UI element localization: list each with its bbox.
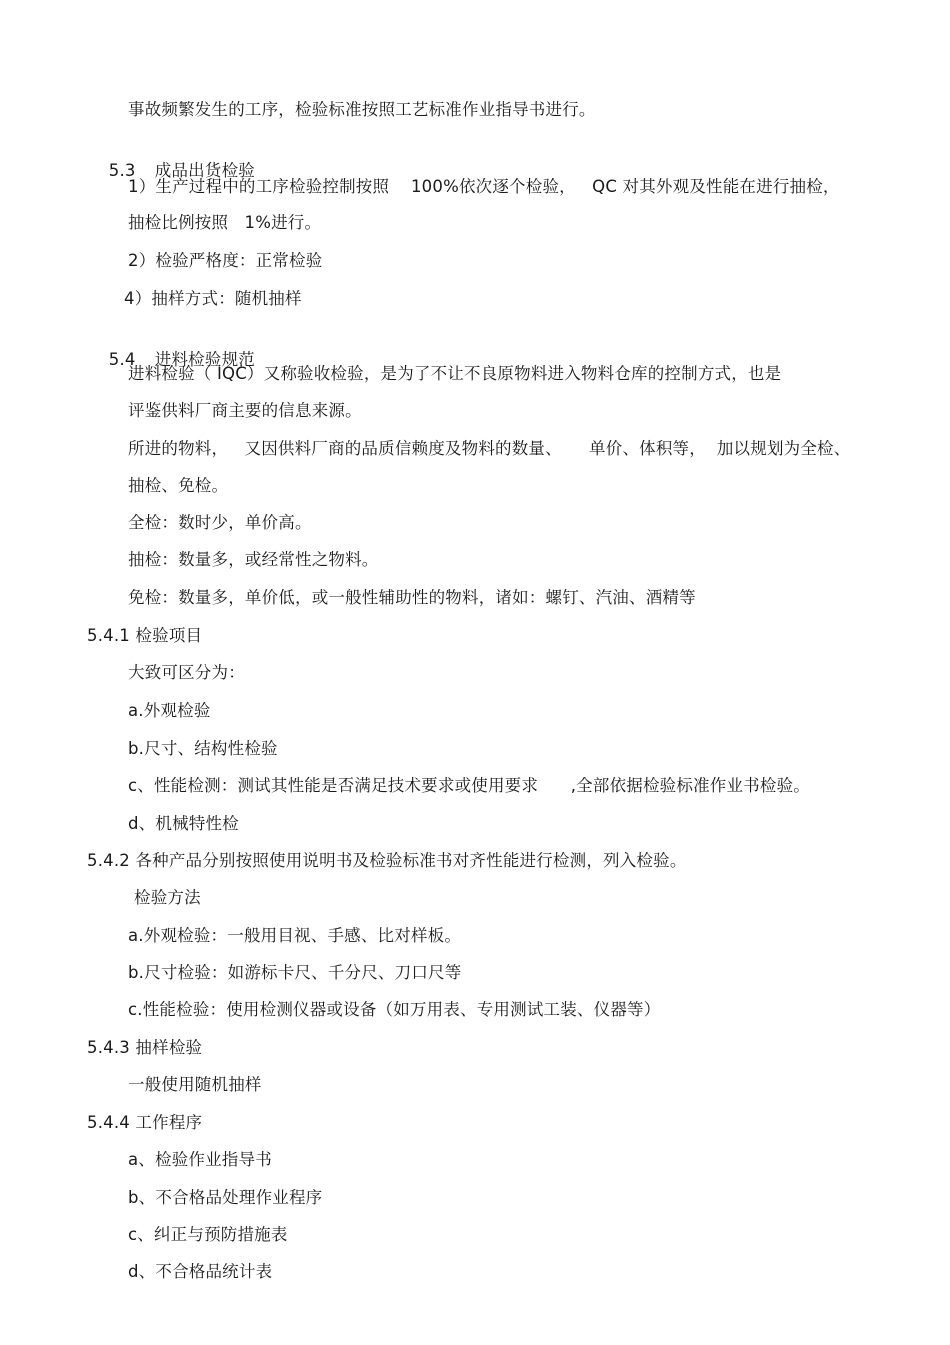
paragraph-line: 一般使用随机抽样: [128, 1075, 262, 1094]
list-item: a、检验作业指导书: [128, 1150, 272, 1169]
list-item: a.外观检验: [128, 701, 211, 720]
paragraph-line: 抽检：数量多，或经常性之物料。: [128, 550, 379, 569]
paragraph-line: 2）检验严格度：正常检验: [128, 251, 323, 270]
section-number: 5.3: [108, 161, 136, 180]
paragraph-line: 4）抽样方式：随机抽样: [124, 289, 302, 308]
paragraph-line: 所进的物料， 又因供料厂商的品质信赖度及物料的数量、 单价、体积等， 加以规划为全检、: [128, 439, 851, 458]
section-heading-5-4-4: 5.4.4 工作程序: [87, 1113, 203, 1132]
paragraph-line: 检验方法: [134, 888, 201, 907]
section-heading-5-4: [87, 327, 255, 369]
list-item: c.性能检验：使用检测仪器或设备（如万用表、专用测试工装、仪器等）: [128, 1000, 661, 1019]
paragraph-line: 事故频繁发生的工序，检验标准按照工艺标准作业指导书进行。: [128, 100, 596, 119]
list-item: d、机械特性检: [128, 814, 239, 833]
section-heading-5-4-2: 5.4.2 各种产品分别按照使用说明书及检验标准书对齐性能进行检测，列入检验。: [87, 851, 687, 870]
section-heading-5-4-3: 5.4.3 抽样检验: [87, 1038, 203, 1057]
paragraph-line: 评鉴供料厂商主要的信息来源。: [128, 401, 362, 420]
section-title: 进料检验规范: [154, 350, 255, 369]
section-number: 5.4: [108, 350, 136, 369]
paragraph-line: 进料检验（ IQC）又称验收检验，是为了不让不良原物料进入物料仓库的控制方式，也是: [128, 364, 782, 383]
section-heading-5-4-1: 5.4.1 检验项目: [87, 626, 203, 645]
list-item: b、不合格品处理作业程序: [128, 1188, 323, 1207]
list-item: c、纠正与预防措施表: [128, 1225, 288, 1244]
list-item: d、不合格品统计表: [128, 1262, 273, 1281]
list-item: b.尺寸、结构性检验: [128, 739, 278, 758]
list-item: c、性能检测：测试其性能是否满足技术要求或使用要求 ,全部依据检验标准作业书检验。: [128, 776, 810, 795]
section-heading-5-3: [87, 138, 255, 180]
paragraph-line: 免检：数量多，单价低，或一般性辅助性的物料，诸如：螺钉、汽油、酒精等: [128, 588, 696, 607]
paragraph-line: 抽检比例按照 1%进行。: [128, 213, 322, 232]
paragraph-line: 大致可区分为：: [128, 663, 245, 682]
paragraph-line: 全检：数时少，单价高。: [128, 513, 312, 532]
list-item: a.外观检验：一般用目视、手感、比对样板。: [128, 926, 462, 945]
section-title: 成品出货检验: [154, 161, 255, 180]
paragraph-line: 抽检、免检。: [128, 476, 229, 495]
paragraph-line: 1）生产过程中的工序检验控制按照 100%依次逐个检验， QC 对其外观及性能在进行抽检，: [128, 177, 840, 196]
list-item: b.尺寸检验：如游标卡尺、千分尺、刀口尺等: [128, 963, 462, 982]
